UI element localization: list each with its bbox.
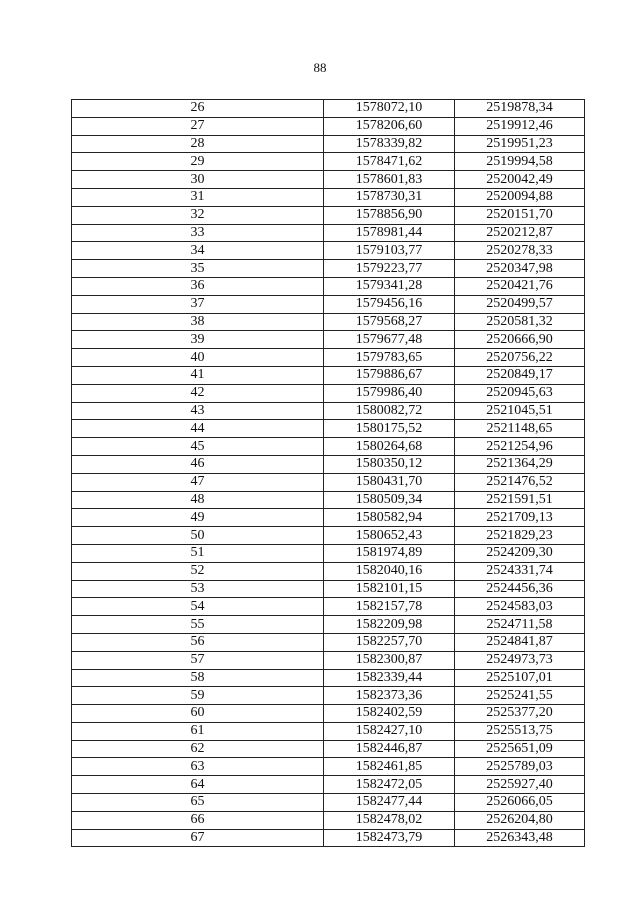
page-number: 88 <box>313 60 327 75</box>
point-number-cell: 66 <box>72 811 324 829</box>
table-row <box>72 776 585 794</box>
x-coordinate-cell: 1582300,87 <box>324 651 455 669</box>
table-row <box>72 224 585 242</box>
table-row <box>72 242 585 260</box>
point-number-cell: 41 <box>72 366 324 384</box>
y-coordinate-cell: 2519878,34 <box>455 100 585 118</box>
point-number-cell: 33 <box>72 224 324 242</box>
point-number-cell: 47 <box>72 473 324 491</box>
table-row <box>72 829 585 847</box>
y-coordinate-cell: 2519951,23 <box>455 135 585 153</box>
point-number-cell: 44 <box>72 420 324 438</box>
x-coordinate-cell: 1580264,68 <box>324 438 455 456</box>
table-row <box>72 384 585 402</box>
table-row <box>72 438 585 456</box>
point-number-cell: 34 <box>72 242 324 260</box>
table-row <box>72 616 585 634</box>
point-number-cell: 54 <box>72 598 324 616</box>
point-number-cell: 61 <box>72 722 324 740</box>
y-coordinate-cell: 2521709,13 <box>455 509 585 527</box>
x-coordinate-cell: 1582446,87 <box>324 740 455 758</box>
x-coordinate-cell: 1582478,02 <box>324 811 455 829</box>
x-coordinate-cell: 1580582,94 <box>324 509 455 527</box>
table-row <box>72 527 585 545</box>
x-coordinate-cell: 1582472,05 <box>324 776 455 794</box>
table-row <box>72 758 585 776</box>
point-number-cell: 32 <box>72 206 324 224</box>
point-number-cell: 59 <box>72 687 324 705</box>
point-number-cell: 27 <box>72 117 324 135</box>
x-coordinate-cell: 1580082,72 <box>324 402 455 420</box>
x-coordinate-cell: 1580350,12 <box>324 455 455 473</box>
point-number-cell: 49 <box>72 509 324 527</box>
point-number-cell: 63 <box>72 758 324 776</box>
y-coordinate-cell: 2521148,65 <box>455 420 585 438</box>
point-number-cell: 53 <box>72 580 324 598</box>
y-coordinate-cell: 2525377,20 <box>455 705 585 723</box>
y-coordinate-cell: 2524711,58 <box>455 616 585 634</box>
table-row <box>72 277 585 295</box>
point-number-cell: 42 <box>72 384 324 402</box>
y-coordinate-cell: 2520212,87 <box>455 224 585 242</box>
x-coordinate-cell: 1579568,27 <box>324 313 455 331</box>
point-number-cell: 36 <box>72 277 324 295</box>
point-number-cell: 55 <box>72 616 324 634</box>
point-number-cell: 43 <box>72 402 324 420</box>
y-coordinate-cell: 2520094,88 <box>455 188 585 206</box>
x-coordinate-cell: 1578856,90 <box>324 206 455 224</box>
y-coordinate-cell: 2524331,74 <box>455 562 585 580</box>
x-coordinate-cell: 1582209,98 <box>324 616 455 634</box>
y-coordinate-cell: 2525241,55 <box>455 687 585 705</box>
table-row <box>72 669 585 687</box>
table-row <box>72 687 585 705</box>
x-coordinate-cell: 1578730,31 <box>324 188 455 206</box>
x-coordinate-cell: 1582402,59 <box>324 705 455 723</box>
y-coordinate-cell: 2524209,30 <box>455 544 585 562</box>
table-row <box>72 509 585 527</box>
point-number-cell: 52 <box>72 562 324 580</box>
point-number-cell: 29 <box>72 153 324 171</box>
point-number-cell: 64 <box>72 776 324 794</box>
table-row <box>72 117 585 135</box>
point-number-cell: 28 <box>72 135 324 153</box>
y-coordinate-cell: 2526066,05 <box>455 794 585 812</box>
x-coordinate-cell: 1580509,34 <box>324 491 455 509</box>
table-row <box>72 722 585 740</box>
coordinates-table <box>71 99 585 847</box>
x-coordinate-cell: 1579783,65 <box>324 349 455 367</box>
table-row <box>72 562 585 580</box>
point-number-cell: 26 <box>72 100 324 118</box>
point-number-cell: 65 <box>72 794 324 812</box>
point-number-cell: 38 <box>72 313 324 331</box>
x-coordinate-cell: 1580431,70 <box>324 473 455 491</box>
table-row <box>72 153 585 171</box>
x-coordinate-cell: 1579341,28 <box>324 277 455 295</box>
x-coordinate-cell: 1578339,82 <box>324 135 455 153</box>
table-row <box>72 580 585 598</box>
table-row <box>72 206 585 224</box>
y-coordinate-cell: 2520151,70 <box>455 206 585 224</box>
x-coordinate-cell: 1582339,44 <box>324 669 455 687</box>
x-coordinate-cell: 1582157,78 <box>324 598 455 616</box>
y-coordinate-cell: 2524841,87 <box>455 633 585 651</box>
point-number-cell: 51 <box>72 544 324 562</box>
y-coordinate-cell: 2524583,03 <box>455 598 585 616</box>
table-row <box>72 402 585 420</box>
table-row <box>72 349 585 367</box>
table-row <box>72 420 585 438</box>
table-row <box>72 740 585 758</box>
table-row <box>72 188 585 206</box>
table-row <box>72 366 585 384</box>
y-coordinate-cell: 2520278,33 <box>455 242 585 260</box>
point-number-cell: 48 <box>72 491 324 509</box>
table-row <box>72 705 585 723</box>
point-number-cell: 56 <box>72 633 324 651</box>
table-row <box>72 455 585 473</box>
point-number-cell: 31 <box>72 188 324 206</box>
point-number-cell: 46 <box>72 455 324 473</box>
x-coordinate-cell: 1582477,44 <box>324 794 455 812</box>
y-coordinate-cell: 2520499,57 <box>455 295 585 313</box>
y-coordinate-cell: 2520849,17 <box>455 366 585 384</box>
table-row <box>72 313 585 331</box>
table-row <box>72 633 585 651</box>
x-coordinate-cell: 1582461,85 <box>324 758 455 776</box>
point-number-cell: 30 <box>72 171 324 189</box>
table-body <box>72 100 585 847</box>
x-coordinate-cell: 1582257,70 <box>324 633 455 651</box>
table-row <box>72 651 585 669</box>
x-coordinate-cell: 1580175,52 <box>324 420 455 438</box>
table-row <box>72 491 585 509</box>
y-coordinate-cell: 2519912,46 <box>455 117 585 135</box>
point-number-cell: 58 <box>72 669 324 687</box>
x-coordinate-cell: 1582473,79 <box>324 829 455 847</box>
table-row <box>72 171 585 189</box>
y-coordinate-cell: 2519994,58 <box>455 153 585 171</box>
y-coordinate-cell: 2520042,49 <box>455 171 585 189</box>
x-coordinate-cell: 1578471,62 <box>324 153 455 171</box>
point-number-cell: 45 <box>72 438 324 456</box>
table-row <box>72 100 585 118</box>
x-coordinate-cell: 1578206,60 <box>324 117 455 135</box>
y-coordinate-cell: 2520756,22 <box>455 349 585 367</box>
x-coordinate-cell: 1582373,36 <box>324 687 455 705</box>
x-coordinate-cell: 1578072,10 <box>324 100 455 118</box>
point-number-cell: 39 <box>72 331 324 349</box>
y-coordinate-cell: 2520421,76 <box>455 277 585 295</box>
y-coordinate-cell: 2525927,40 <box>455 776 585 794</box>
y-coordinate-cell: 2521591,51 <box>455 491 585 509</box>
table-row <box>72 598 585 616</box>
x-coordinate-cell: 1581974,89 <box>324 544 455 562</box>
y-coordinate-cell: 2525651,09 <box>455 740 585 758</box>
x-coordinate-cell: 1579103,77 <box>324 242 455 260</box>
y-coordinate-cell: 2521045,51 <box>455 402 585 420</box>
table-row <box>72 794 585 812</box>
point-number-cell: 35 <box>72 260 324 278</box>
table-row <box>72 811 585 829</box>
x-coordinate-cell: 1582427,10 <box>324 722 455 740</box>
y-coordinate-cell: 2525789,03 <box>455 758 585 776</box>
x-coordinate-cell: 1579986,40 <box>324 384 455 402</box>
y-coordinate-cell: 2520666,90 <box>455 331 585 349</box>
y-coordinate-cell: 2526343,48 <box>455 829 585 847</box>
x-coordinate-cell: 1579456,16 <box>324 295 455 313</box>
x-coordinate-cell: 1580652,43 <box>324 527 455 545</box>
y-coordinate-cell: 2525513,75 <box>455 722 585 740</box>
y-coordinate-cell: 2521476,52 <box>455 473 585 491</box>
y-coordinate-cell: 2524973,73 <box>455 651 585 669</box>
y-coordinate-cell: 2520347,98 <box>455 260 585 278</box>
y-coordinate-cell: 2521829,23 <box>455 527 585 545</box>
x-coordinate-cell: 1579677,48 <box>324 331 455 349</box>
point-number-cell: 40 <box>72 349 324 367</box>
x-coordinate-cell: 1582040,16 <box>324 562 455 580</box>
table-row <box>72 135 585 153</box>
point-number-cell: 67 <box>72 829 324 847</box>
point-number-cell: 37 <box>72 295 324 313</box>
point-number-cell: 62 <box>72 740 324 758</box>
table-row <box>72 295 585 313</box>
x-coordinate-cell: 1579223,77 <box>324 260 455 278</box>
point-number-cell: 50 <box>72 527 324 545</box>
y-coordinate-cell: 2520581,32 <box>455 313 585 331</box>
table-row <box>72 473 585 491</box>
x-coordinate-cell: 1578981,44 <box>324 224 455 242</box>
y-coordinate-cell: 2525107,01 <box>455 669 585 687</box>
table-row <box>72 544 585 562</box>
table-row <box>72 331 585 349</box>
y-coordinate-cell: 2526204,80 <box>455 811 585 829</box>
table-row <box>72 260 585 278</box>
x-coordinate-cell: 1578601,83 <box>324 171 455 189</box>
y-coordinate-cell: 2520945,63 <box>455 384 585 402</box>
y-coordinate-cell: 2521364,29 <box>455 455 585 473</box>
point-number-cell: 60 <box>72 705 324 723</box>
y-coordinate-cell: 2521254,96 <box>455 438 585 456</box>
x-coordinate-cell: 1579886,67 <box>324 366 455 384</box>
y-coordinate-cell: 2524456,36 <box>455 580 585 598</box>
point-number-cell: 57 <box>72 651 324 669</box>
x-coordinate-cell: 1582101,15 <box>324 580 455 598</box>
